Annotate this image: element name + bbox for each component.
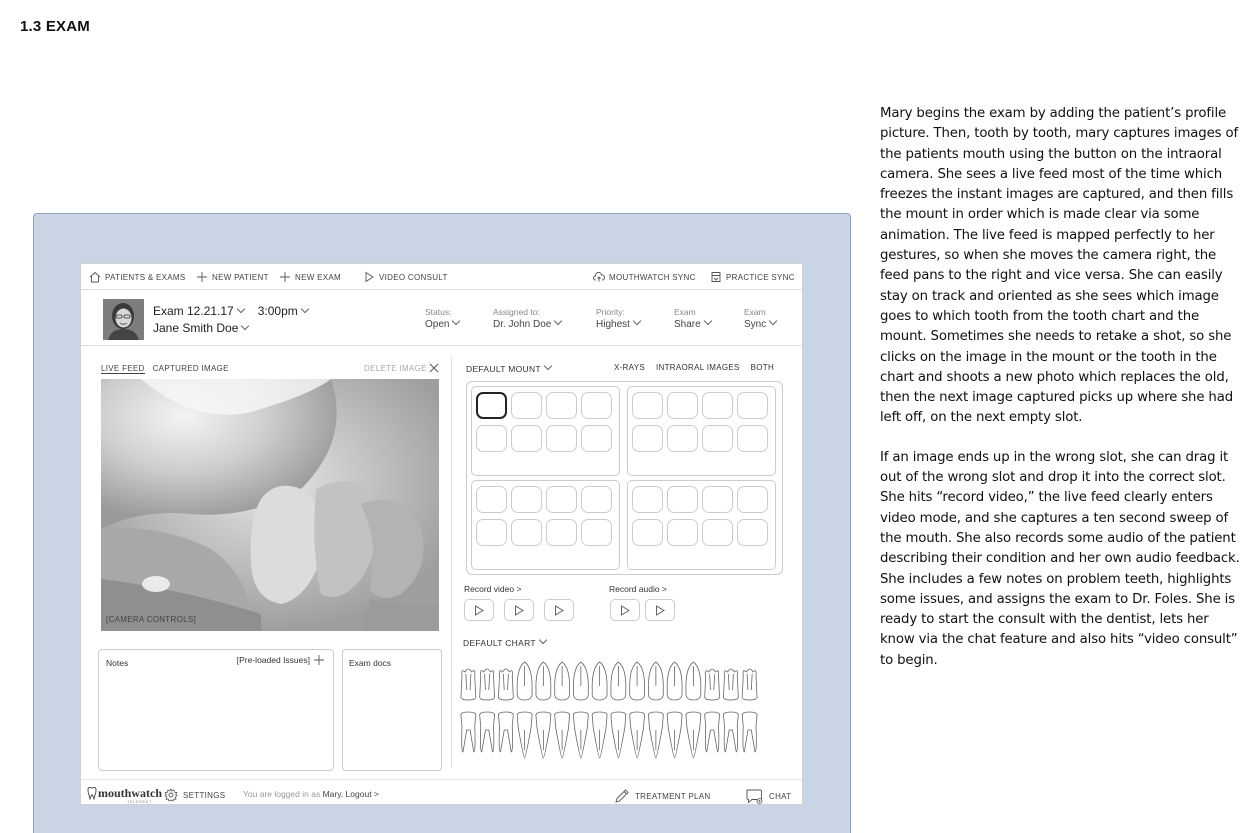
assigned-select[interactable]: [493, 307, 561, 330]
exam-date-select[interactable]: [153, 304, 244, 318]
exam-time-label: 3:00pm: [257, 304, 298, 318]
tooth[interactable]: [686, 662, 701, 700]
tooth[interactable]: [498, 669, 513, 700]
plus-icon: [279, 271, 291, 283]
mount-slot[interactable]: [737, 519, 768, 546]
mount-quadrant: [627, 480, 776, 570]
tooth[interactable]: [667, 662, 682, 700]
chevron-down-icon: [769, 317, 777, 325]
tooth[interactable]: [461, 712, 476, 752]
feed-tabs: [101, 364, 229, 374]
tooth[interactable]: [686, 712, 701, 758]
chevron-down-icon: [544, 362, 552, 370]
tooth[interactable]: [480, 669, 495, 700]
exam-share-label: Exam: [674, 307, 696, 317]
nav-video-consult[interactable]: [363, 271, 448, 283]
default-mount-select[interactable]: [466, 364, 551, 374]
mount-slot[interactable]: [702, 519, 733, 546]
nav-new-patient-label: NEW PATIENT: [212, 272, 269, 282]
record-audio-label[interactable]: Record audio >: [609, 584, 667, 594]
live-feed-view[interactable]: [101, 379, 439, 631]
logout-link[interactable]: Mary. Logout >: [322, 789, 379, 799]
patient-name-select[interactable]: [153, 321, 248, 335]
mount-slot[interactable]: [737, 425, 768, 452]
tab-live-feed[interactable]: LIVE FEED: [101, 364, 145, 373]
chat-bubble-icon: [745, 788, 764, 805]
settings-label: SETTINGS: [183, 790, 226, 800]
mount-slot[interactable]: [667, 519, 698, 546]
chevron-down-icon: [539, 636, 547, 644]
chevron-down-icon: [236, 305, 244, 313]
mount-slot[interactable]: [581, 519, 612, 546]
home-icon: [89, 271, 101, 283]
plus-icon: [196, 271, 208, 283]
patient-header: [81, 291, 802, 346]
tooth[interactable]: [517, 662, 532, 700]
mount-slot[interactable]: [632, 486, 663, 513]
tooth[interactable]: [705, 669, 720, 700]
mount-slot[interactable]: [632, 425, 663, 452]
tooth[interactable]: [630, 662, 645, 700]
chat-button[interactable]: [745, 788, 791, 805]
tooth[interactable]: [592, 662, 607, 700]
mount-slot[interactable]: [476, 392, 507, 419]
play-icon: [363, 271, 375, 283]
narrative-text: [880, 104, 1242, 690]
audio-clip-button[interactable]: [610, 599, 640, 621]
nav-patients-exams-label: PATIENTS & EXAMS: [105, 272, 186, 282]
chat-label: CHAT: [769, 792, 792, 801]
default-mount-label: DEFAULT MOUNT: [466, 364, 541, 374]
mount-slot[interactable]: [632, 519, 663, 546]
mount-slot[interactable]: [737, 392, 768, 419]
mount-slot[interactable]: [511, 425, 542, 452]
nav-practice-sync-label: PRACTICE SYNC: [726, 272, 795, 282]
cloud-upload-icon: [593, 271, 605, 283]
narrative-paragraph-1: Mary begins the exam by adding the patient’s profile picture. Then, tooth by tooth, mary captures images of the patients mouth using the button on the intraoral camera. She sees a live feed most of the time which freezes the instant images are captured, and then fills the mount in order which is made clear via some animation. The live feed is mapped perfectly to her gestures, so when she moves the camera right, the feed pans to the right and vice versa. She can easily stay on track and oriented as she sees which image goes to which tooth from the tooth chart and the mount. Sometimes she needs to retake a shot, so she clicks on the image in the mount or the tooth in the chart and shoots a new photo which replaces the old, then the next image captured picks up where she had left off, on the next empty slot.: [880, 106, 1238, 426]
footer-bar: [81, 779, 802, 806]
tooth-chart[interactable]: [459, 660, 759, 760]
tooth[interactable]: [648, 712, 663, 758]
narrative-paragraph-2: If an image ends up in the wrong slot, she can drag it out of the wrong slot and drop it into the correct slot. She hits “record video,” the live feed clearly enters video mode, and she captures a ten second sweep of the mouth. She also records some audio of the patient describing their condition and her own audio feedback. She includes a few notes on problem teeth, highlights some issues, and assigns the exam to Dr. Foles. She is ready to start the consult with the dentist, lets her know via the chat feature and also hits “video consult” to begin.: [880, 449, 1240, 668]
status-label: Status:: [425, 307, 452, 317]
nav-practice-sync[interactable]: [710, 271, 795, 283]
tab-captured-image[interactable]: CAPTURED IMAGE: [152, 364, 229, 373]
play-icon: [474, 605, 484, 616]
priority-select[interactable]: [596, 307, 640, 330]
delete-image-button[interactable]: [364, 363, 439, 373]
priority-label: Priority:: [596, 307, 625, 317]
mount-slot[interactable]: [702, 425, 733, 452]
nav-new-patient[interactable]: [196, 271, 269, 283]
exam-time-select[interactable]: [258, 304, 308, 318]
exam-sync-label: Exam: [744, 307, 766, 317]
exam-sync-select[interactable]: [744, 307, 776, 330]
mount-slot[interactable]: [581, 486, 612, 513]
mount-quadrant: [471, 386, 620, 476]
nav-mouthwatch-sync-label: MOUTHWATCH SYNC: [609, 272, 696, 282]
tooth[interactable]: [536, 662, 551, 700]
exam-share-select[interactable]: [674, 307, 711, 330]
mount-quadrant: [471, 480, 620, 570]
page-heading: 1.3 EXAM: [20, 18, 90, 35]
tooth[interactable]: [555, 662, 570, 700]
tooth[interactable]: [648, 662, 663, 700]
patient-avatar[interactable]: [103, 299, 144, 340]
tooth[interactable]: [461, 669, 476, 700]
plus-icon: [313, 654, 325, 666]
chevron-down-icon: [554, 317, 562, 325]
play-icon: [620, 605, 630, 616]
tooth[interactable]: [667, 712, 682, 758]
chevron-down-icon: [301, 305, 309, 313]
mount-slot[interactable]: [632, 392, 663, 419]
default-chart-select[interactable]: [463, 638, 546, 648]
notes-panel[interactable]: [98, 649, 334, 771]
video-clip-button[interactable]: [544, 599, 574, 621]
tooth[interactable]: [555, 712, 570, 758]
default-chart-label: DEFAULT CHART: [463, 638, 536, 648]
exam-line: [153, 304, 308, 318]
mount-tabs: [614, 363, 774, 372]
exam-sync-value: Sync: [744, 319, 767, 330]
exam-app-window: [80, 263, 803, 805]
tooth[interactable]: [705, 712, 720, 752]
mount-slot[interactable]: [702, 486, 733, 513]
camera-controls[interactable]: [CAMERA CONTROLS]: [106, 615, 197, 624]
mount-slot[interactable]: [702, 392, 733, 419]
tab-x-rays[interactable]: X-RAYS: [614, 363, 645, 372]
mount-slot[interactable]: [581, 425, 612, 452]
tooth[interactable]: [517, 712, 532, 758]
exam-share-value: Share: [674, 319, 701, 330]
status-value: Open: [425, 319, 450, 330]
mount-slot[interactable]: [476, 519, 507, 546]
mount-slot[interactable]: [667, 392, 698, 419]
settings-button[interactable]: [164, 788, 225, 802]
video-clip-button[interactable]: [464, 599, 494, 621]
mount-slot[interactable]: [511, 392, 542, 419]
nav-video-consult-label: VIDEO CONSULT: [379, 272, 448, 282]
nav-mouthwatch-sync[interactable]: [593, 271, 696, 283]
tooth-logo-icon: [87, 787, 97, 800]
panel-divider: [451, 356, 452, 768]
pencil-icon: [614, 788, 630, 804]
close-icon: [429, 363, 439, 373]
tooth[interactable]: [498, 712, 513, 752]
top-nav: [81, 264, 802, 290]
tooth[interactable]: [480, 712, 495, 752]
treatment-plan-button[interactable]: [614, 788, 710, 804]
play-icon: [554, 605, 564, 616]
image-mount: [466, 381, 783, 575]
login-prefix: You are logged in as: [243, 789, 321, 799]
video-clip-button[interactable]: [504, 599, 534, 621]
mount-slot[interactable]: [476, 425, 507, 452]
priority-value: Highest: [596, 319, 630, 330]
chevron-down-icon: [703, 317, 711, 325]
gear-icon: [164, 788, 178, 802]
mount-slot[interactable]: [667, 486, 698, 513]
tooth[interactable]: [611, 712, 626, 758]
nav-new-exam-label: NEW EXAM: [295, 272, 341, 282]
tooth[interactable]: [630, 712, 645, 758]
notes-label: Notes: [106, 658, 129, 668]
tooth[interactable]: [573, 712, 588, 758]
mount-slot[interactable]: [546, 425, 577, 452]
treatment-plan-label: TREATMENT PLAN: [635, 791, 711, 801]
mount-slot[interactable]: [581, 392, 612, 419]
preloaded-issues-button[interactable]: [237, 654, 325, 666]
delete-image-label: DELETE IMAGE: [364, 363, 427, 373]
nav-new-exam[interactable]: [279, 271, 341, 283]
exam-docs-label: Exam docs: [349, 658, 392, 668]
tooth[interactable]: [611, 662, 626, 700]
mount-slot[interactable]: [737, 486, 768, 513]
tooth[interactable]: [536, 712, 551, 758]
chevron-down-icon: [452, 317, 460, 325]
chevron-down-icon: [241, 322, 249, 330]
assigned-value: Dr. John Doe: [493, 319, 552, 330]
login-status: [243, 789, 379, 799]
play-icon: [655, 605, 665, 616]
status-select[interactable]: [425, 307, 459, 330]
exam-docs-panel[interactable]: [342, 649, 442, 771]
mount-slot[interactable]: [511, 486, 542, 513]
exam-date-label: Exam 12.21.17: [153, 304, 234, 318]
mount-slot[interactable]: [667, 425, 698, 452]
chevron-down-icon: [633, 317, 641, 325]
assigned-label: Assigned to:: [493, 307, 540, 317]
tooth[interactable]: [742, 712, 757, 752]
tooth[interactable]: [573, 662, 588, 700]
patient-name: Jane Smith Doe: [153, 321, 239, 335]
mount-slot[interactable]: [546, 519, 577, 546]
tooth[interactable]: [723, 669, 738, 700]
play-icon: [514, 605, 524, 616]
tooth[interactable]: [742, 669, 757, 700]
audio-clip-button[interactable]: [645, 599, 675, 621]
tab-intraoral-images[interactable]: INTRAORAL IMAGES: [656, 363, 740, 372]
nav-patients-exams[interactable]: [89, 271, 186, 283]
preloaded-issues-label: [Pre-loaded Issues]: [236, 655, 310, 665]
mount-slot[interactable]: [546, 392, 577, 419]
mount-slot[interactable]: [511, 519, 542, 546]
tooth[interactable]: [592, 712, 607, 758]
mount-slot[interactable]: [476, 486, 507, 513]
logo-text: mouthwatch: [98, 786, 163, 800]
tab-both[interactable]: BOTH: [750, 363, 775, 372]
mount-slot[interactable]: [546, 486, 577, 513]
record-video-label[interactable]: Record video >: [464, 584, 522, 594]
logo-subtext: TELEDENT: [127, 799, 152, 804]
tooth[interactable]: [723, 712, 738, 752]
mount-quadrant: [627, 386, 776, 476]
document-sync-icon: [710, 271, 722, 283]
